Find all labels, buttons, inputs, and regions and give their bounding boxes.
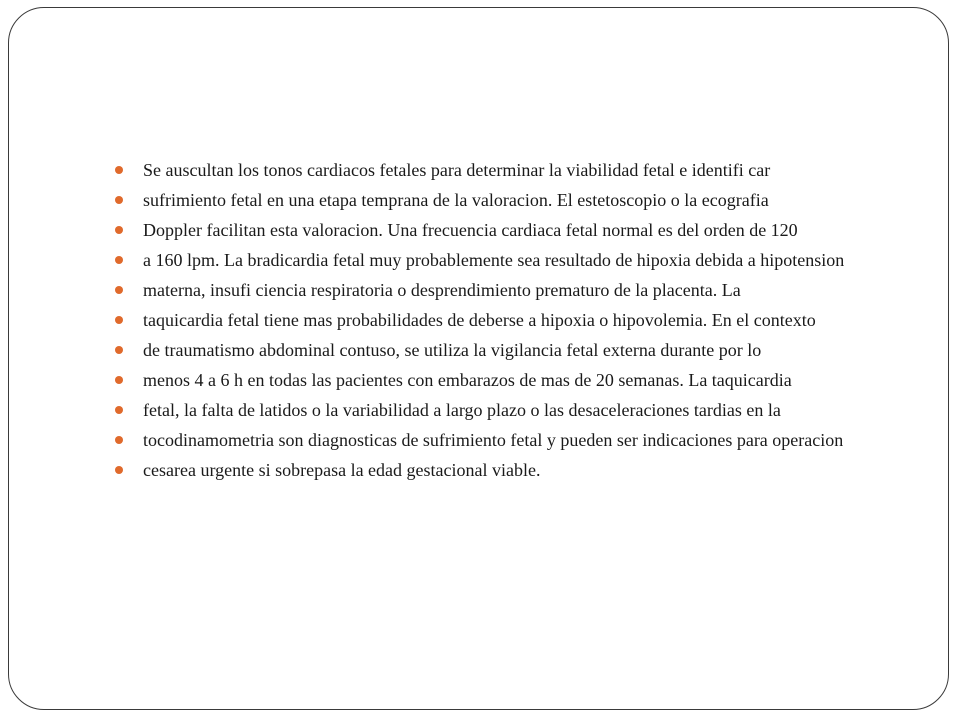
bullet-item bbox=[113, 340, 923, 360]
bullet-dot-icon bbox=[115, 376, 123, 384]
bullet-item bbox=[113, 430, 923, 450]
bullet-dot-icon bbox=[115, 286, 123, 294]
bullet-text: a 160 lpm. La bradicardia fetal muy probablemente sea resultado de hipoxia debida a hipotension bbox=[143, 250, 845, 270]
bullet-dot-icon bbox=[115, 406, 123, 414]
bullet-text: de traumatismo abdominal contuso, se utiliza la vigilancia fetal externa durante por lo bbox=[143, 340, 762, 360]
bullet-text: sufrimiento fetal en una etapa temprana de la valoracion. El estetoscopio o la ecografia bbox=[143, 190, 769, 210]
bullet-text: menos 4 a 6 h en todas las pacientes con embarazos de mas de 20 semanas. La taquicardia bbox=[143, 370, 792, 390]
bullet-item bbox=[113, 190, 923, 210]
bullet-text: cesarea urgente si sobrepasa la edad gestacional viable. bbox=[143, 460, 541, 480]
bullet-item bbox=[113, 250, 923, 270]
bullet-text: tocodinamometria son diagnosticas de sufrimiento fetal y pueden ser indicaciones para operacion bbox=[143, 430, 844, 450]
bullet-text: Se auscultan los tonos cardiacos fetales para determinar la viabilidad fetal e identifi car bbox=[143, 160, 771, 180]
bullet-text: taquicardia fetal tiene mas probabilidades de deberse a hipoxia o hipovolemia. En el contexto bbox=[143, 310, 816, 330]
bullet-dot-icon bbox=[115, 436, 123, 444]
bullet-item bbox=[113, 400, 923, 420]
bullet-dot-icon bbox=[115, 256, 123, 264]
bullet-list bbox=[113, 160, 923, 490]
bullet-dot-icon bbox=[115, 316, 123, 324]
slide-frame bbox=[8, 7, 949, 710]
bullet-dot-icon bbox=[115, 196, 123, 204]
bullet-item bbox=[113, 370, 923, 390]
bullet-dot-icon bbox=[115, 226, 123, 234]
bullet-dot-icon bbox=[115, 466, 123, 474]
bullet-item bbox=[113, 460, 923, 480]
bullet-text: fetal, la falta de latidos o la variabilidad a largo plazo o las desaceleraciones tardias en la bbox=[143, 400, 781, 420]
bullet-item bbox=[113, 310, 923, 330]
bullet-dot-icon bbox=[115, 346, 123, 354]
bullet-text: materna, insufi ciencia respiratoria o desprendimiento prematuro de la placenta. La bbox=[143, 280, 741, 300]
bullet-item bbox=[113, 220, 923, 240]
bullet-dot-icon bbox=[115, 166, 123, 174]
bullet-text: Doppler facilitan esta valoracion. Una frecuencia cardiaca fetal normal es del orden de 120 bbox=[143, 220, 798, 240]
bullet-item bbox=[113, 160, 923, 180]
bullet-item bbox=[113, 280, 923, 300]
